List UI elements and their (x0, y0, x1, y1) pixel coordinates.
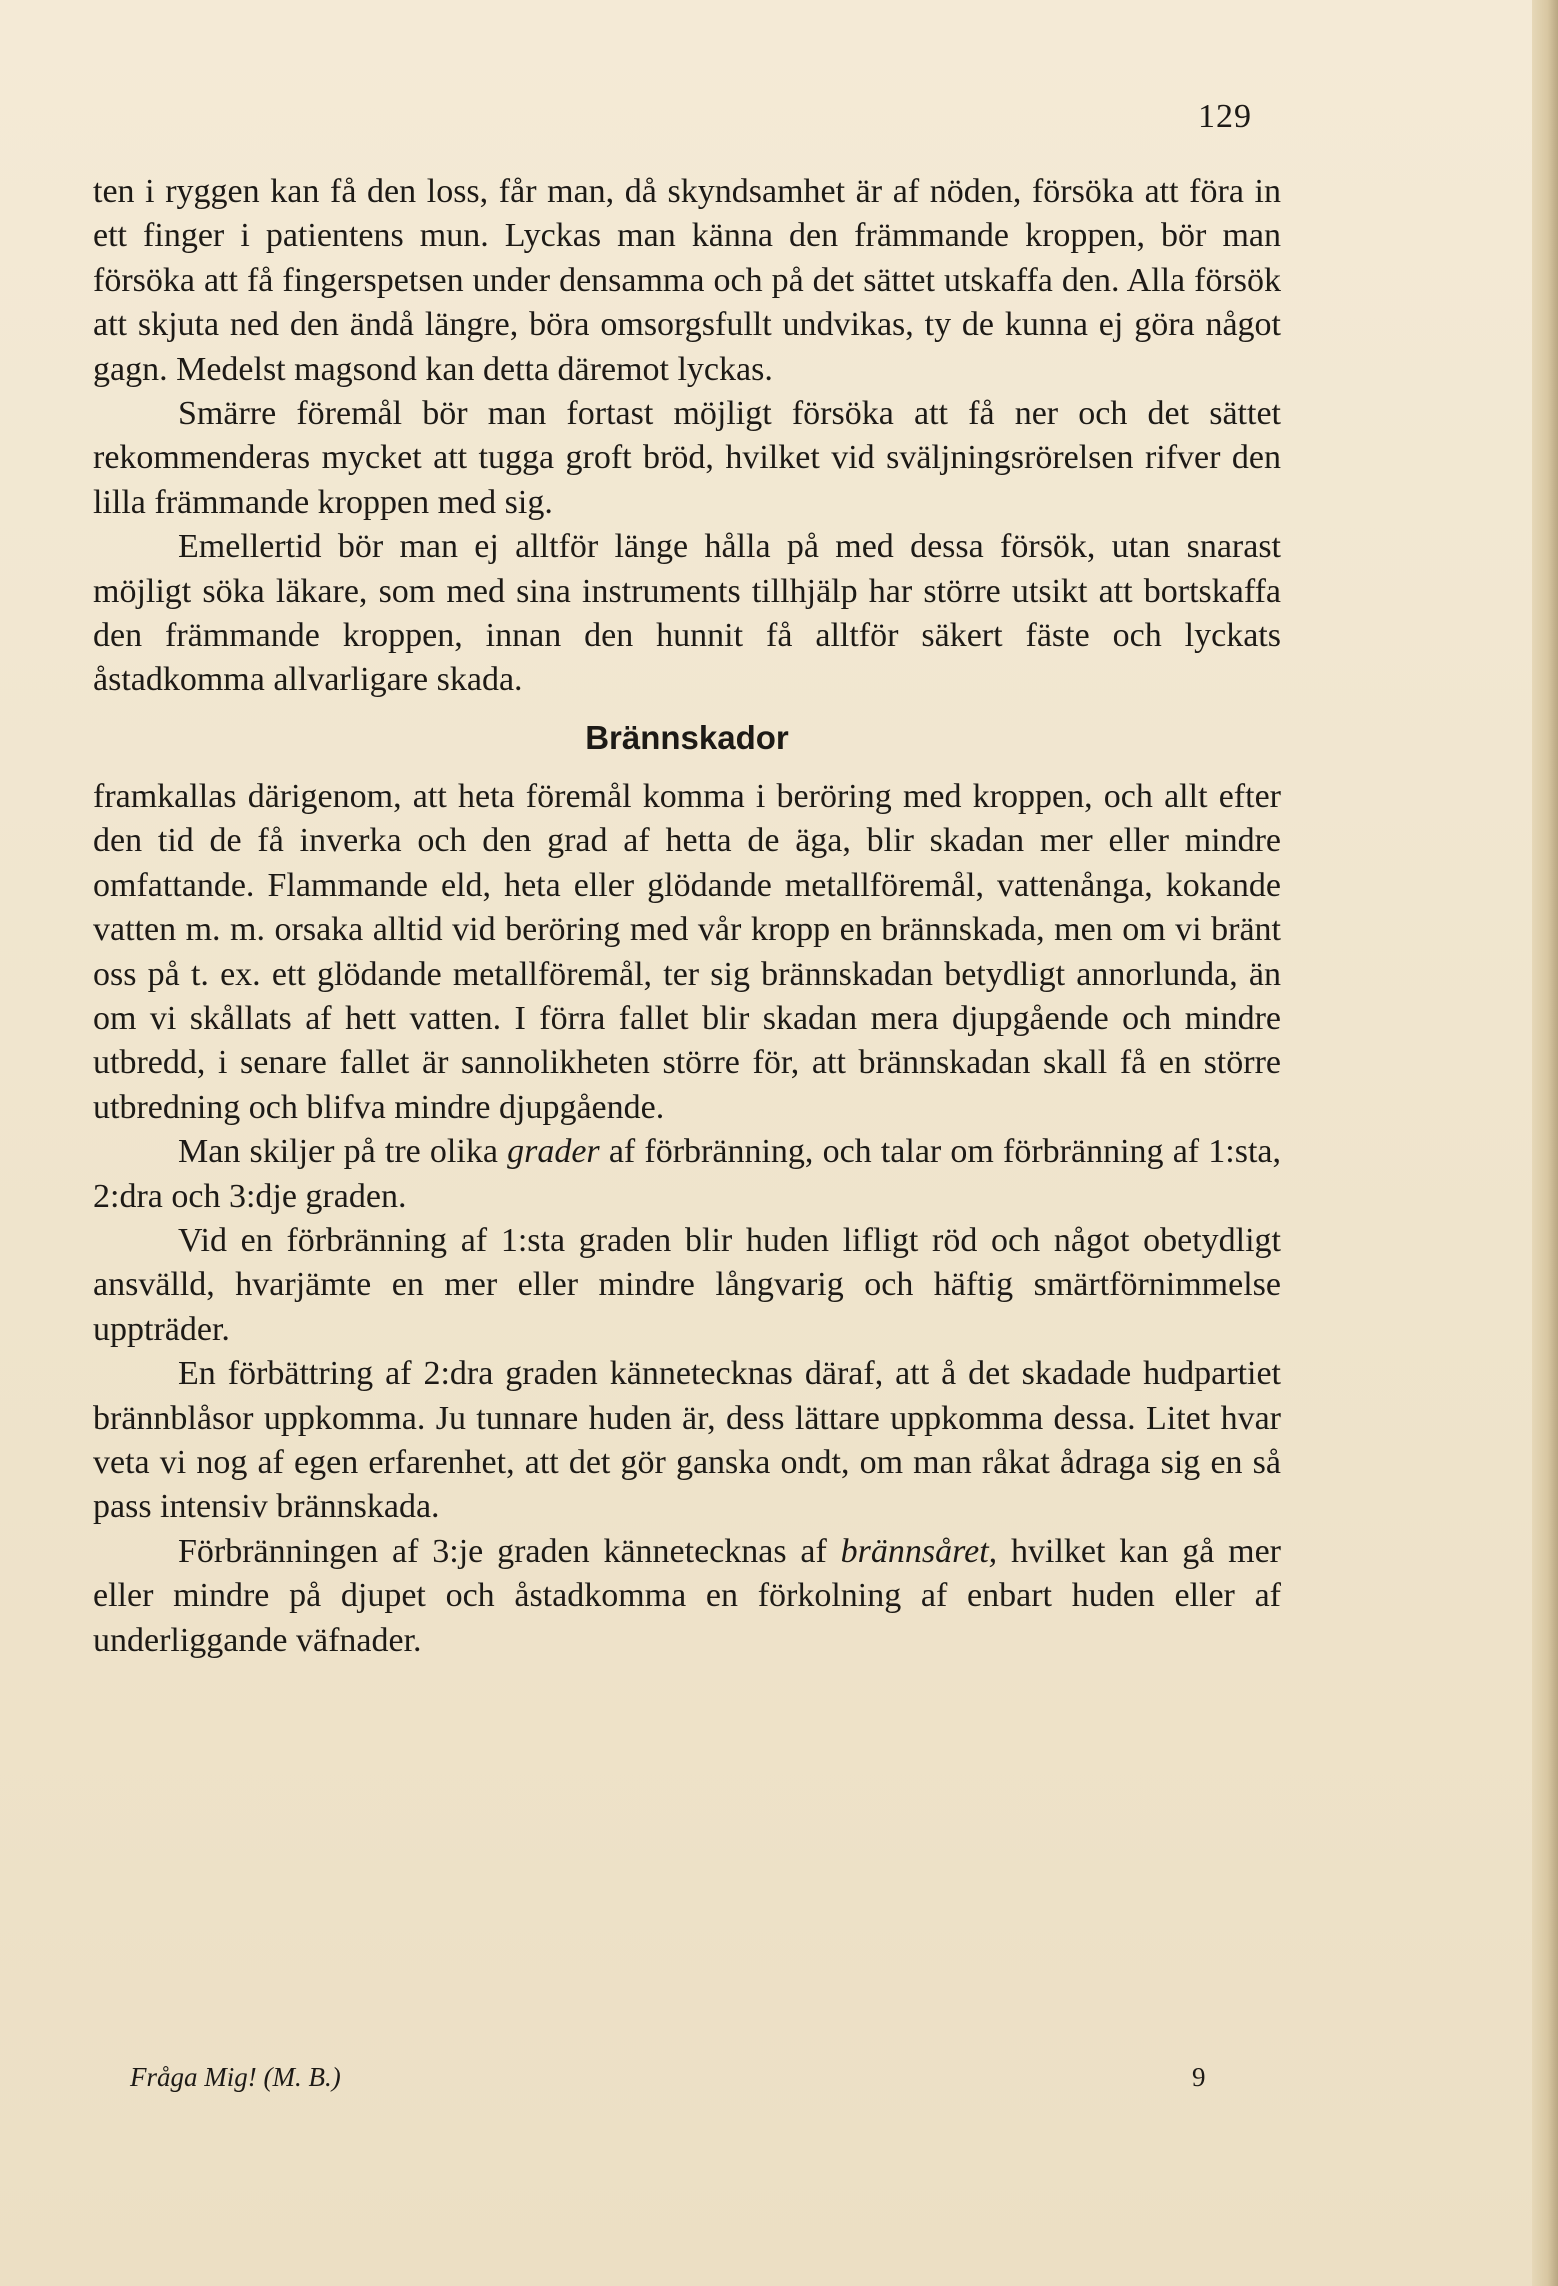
paragraph: ten i ryggen kan få den loss, får man, då skyndsamhet är af nöden, försöka att föra in ett finger i patientens mun. Lyckas man känna den främmande kroppen, bör man försöka att få fingerspetsen under densamma och på det sättet utskaffa den. Alla försök att skjuta ned den ändå längre, böra omsorgsfullt undvikas, ty de kunna ej göra något gagn. Medelst magsond kan detta däremot lyckas. (93, 173, 1281, 388)
paragraph: En förbättring af 2:dra graden kännetecknas däraf, att å det skadade hudpartiet brännblåsor uppkomma. Ju tunnare huden är, dess lättare uppkomma dessa. Litet hvar veta vi nog af egen erfarenhet, att det gör ganska ondt, om man råkat ådraga sig en så pass intensiv brännskada. (93, 1355, 1281, 1526)
text-run: Man skiljer på tre olika (178, 1133, 508, 1171)
text-run: Förbränningen af 3:je graden kännetecknas af (178, 1532, 841, 1570)
emphasis: grader (507, 1133, 600, 1171)
page-edge-shadow (1532, 0, 1558, 2286)
page-footer (130, 2062, 1230, 2102)
emphasis: brännsåret, (840, 1532, 998, 1570)
footer-sheet-number: 9 (1192, 2062, 1206, 2092)
paragraph (93, 1530, 1281, 1663)
paragraph: Smärre föremål bör man fortast möjligt försöka att få ner och det sättet rekommenderas mycket att tugga groft bröd, hvilket vid sväljningsrörelsen rifver den lilla främmande kroppen med sig. (93, 395, 1281, 521)
paragraph: Vid en förbränning af 1:sta graden blir huden lifligt röd och något obetydligt ansvälld, hvarjämte en mer eller mindre långvarig och häftig smärtförnimmelse uppträder. (93, 1221, 1281, 1348)
paragraph (93, 1130, 1281, 1219)
text-run: af förbränning, och talar om förbränning af 1:sta, 2:dra och 3:dje graden. (93, 1133, 1281, 1215)
footer-signature: Fråga Mig! (M. B.) (130, 2062, 341, 2092)
paragraph: Emellertid bör man ej alltför länge hålla på med dessa försök, utan snarast möjligt söka läkare, som med sina instruments tillhjälp har större utsikt att bortskaffa den främmande kroppen, innan den hunnit få alltför säkert fäste och lyckats åstadkomma allvarligare skada. (93, 528, 1281, 699)
text-run: hvilket kan gå mer eller mindre på djupet och åstadkomma en förkolning af enbart huden eller af underliggande väfnader. (93, 1532, 1281, 1659)
body-text (93, 170, 1281, 1663)
paragraph: framkallas därigenom, att heta föremål komma i beröring med kroppen, och allt efter den tid de få inverka och den grad af hetta de äga, blir skadan mer eller mindre omfattande. Flammande eld, heta eller glödande metallföremål, vattenånga, kokande vatten m. m. orsaka alltid vid beröring med vår kropp en brännskada, men om vi bränt oss på t. ex. ett glödande metallföremål, ter sig brännskadan betydligt annorlunda, än om vi skållats af hett vatten. I förra fallet blir skadan mera djupgående och mindre utbredd, i senare fallet är sannolikheten större för, att brännskadan skall få en större utbredning och blifva mindre djupgående. (93, 777, 1281, 1126)
section-heading: Brännskador (585, 718, 789, 756)
page-number: 129 (1198, 98, 1252, 135)
